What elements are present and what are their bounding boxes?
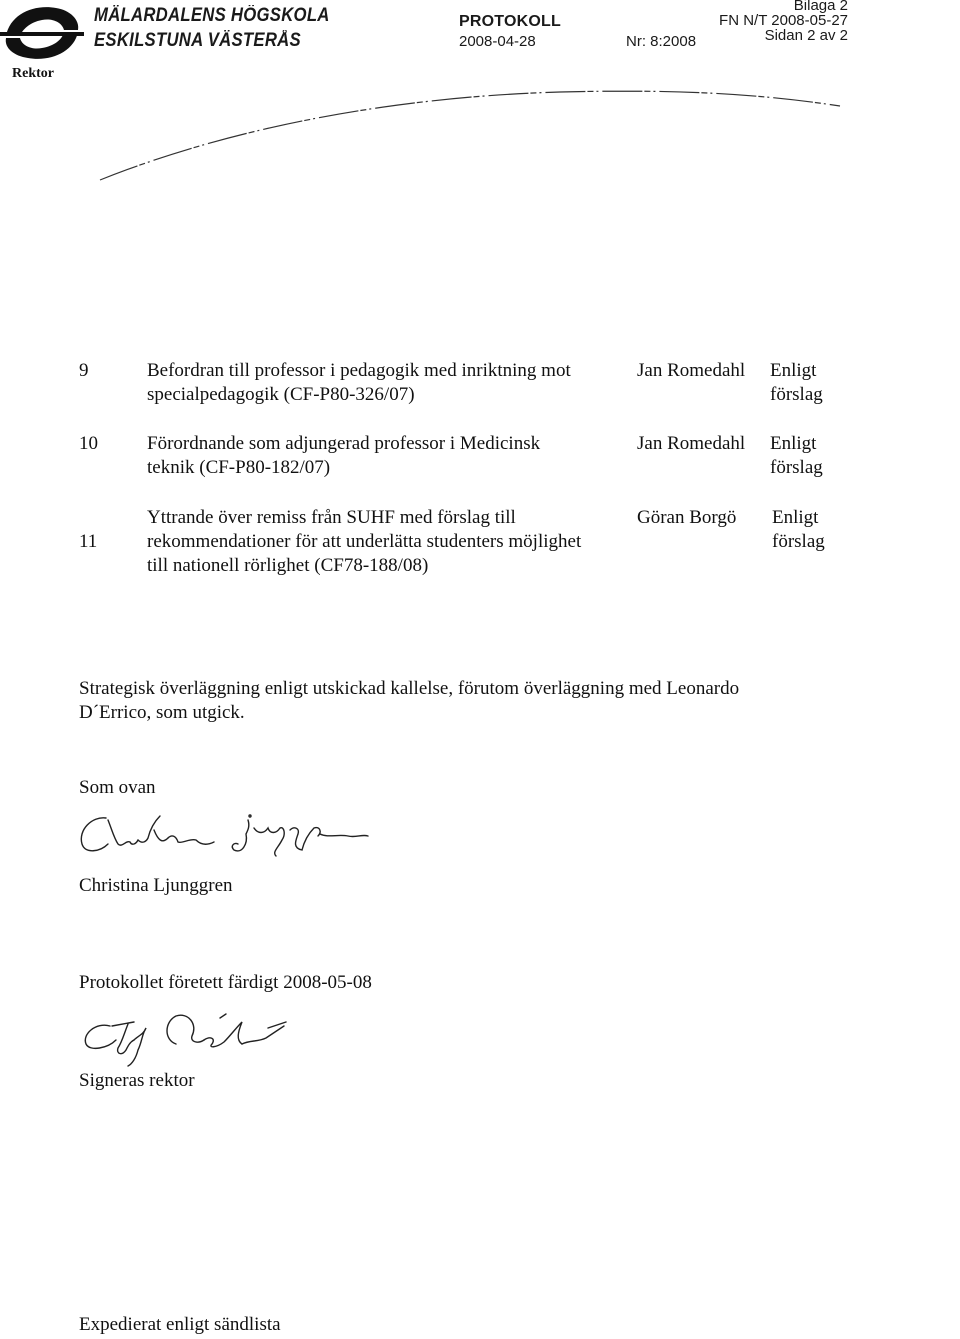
meeting-date: 2008-04-28 <box>459 33 536 50</box>
item-responsible: Jan Romedahl <box>637 360 746 381</box>
chair-signature-icon <box>72 800 432 872</box>
university-name-line2: ESKILSTUNA VÄSTERÅS <box>94 30 301 51</box>
item-text-line: rekommendationer för att underlätta studenters möjlighet <box>147 531 582 552</box>
completion-note: Protokollet företett färdigt 2008-05-08 <box>79 972 372 993</box>
item-number: 9 <box>79 360 89 381</box>
item-decision: förslag <box>770 384 823 405</box>
strategic-text-line2: D´Errico, som utgick. <box>79 702 245 723</box>
reference-label: FN N/T 2008-05-27 <box>719 12 848 29</box>
item-responsible: Jan Romedahl <box>637 433 746 454</box>
attachment-label: Bilaga 2 <box>793 0 848 14</box>
item-text-line: Förordnande som adjungerad professor i Medicinsk <box>147 433 541 454</box>
document-number: Nr: 8:2008 <box>626 33 697 50</box>
item-decision: förslag <box>770 457 823 478</box>
item-text-line: Yttrande över remiss från SUHF med förslag till <box>147 507 516 528</box>
item-number: 10 <box>79 433 98 454</box>
item-decision: Enligt <box>772 507 819 528</box>
rector-label: Signeras rektor <box>79 1070 195 1091</box>
item-text-line: till nationell rörlighet (CF78-188/08) <box>147 555 429 576</box>
item-text-line: specialpedagogik (CF-P80-326/07) <box>147 384 415 405</box>
university-name-line1: MÄLARDALENS HÖGSKOLA <box>94 5 330 26</box>
signature-intro: Som ovan <box>79 777 156 798</box>
item-decision: förslag <box>772 531 825 552</box>
item-number: 11 <box>79 531 98 552</box>
scan-artifact-line <box>0 80 960 190</box>
distribution-note: Expedierat enligt sändlista <box>79 1314 281 1335</box>
page-info: Sidan 2 av 2 <box>764 27 848 44</box>
item-responsible: Göran Borgö <box>637 507 737 528</box>
chair-name: Christina Ljunggren <box>79 875 233 896</box>
document-type: PROTOKOLL <box>459 13 561 30</box>
department-label: Rektor <box>12 66 54 81</box>
university-logo-icon <box>0 2 84 64</box>
rector-signature-icon <box>72 1000 312 1072</box>
strategic-text-line1: Strategisk överläggning enligt utskickad kallelse, förutom överläggning med Leonardo <box>79 678 740 699</box>
item-decision: Enligt <box>770 433 817 454</box>
item-text-line: Befordran till professor i pedagogik med inriktning mot <box>147 360 571 381</box>
item-decision: Enligt <box>770 360 817 381</box>
item-text-line: teknik (CF-P80-182/07) <box>147 457 331 478</box>
